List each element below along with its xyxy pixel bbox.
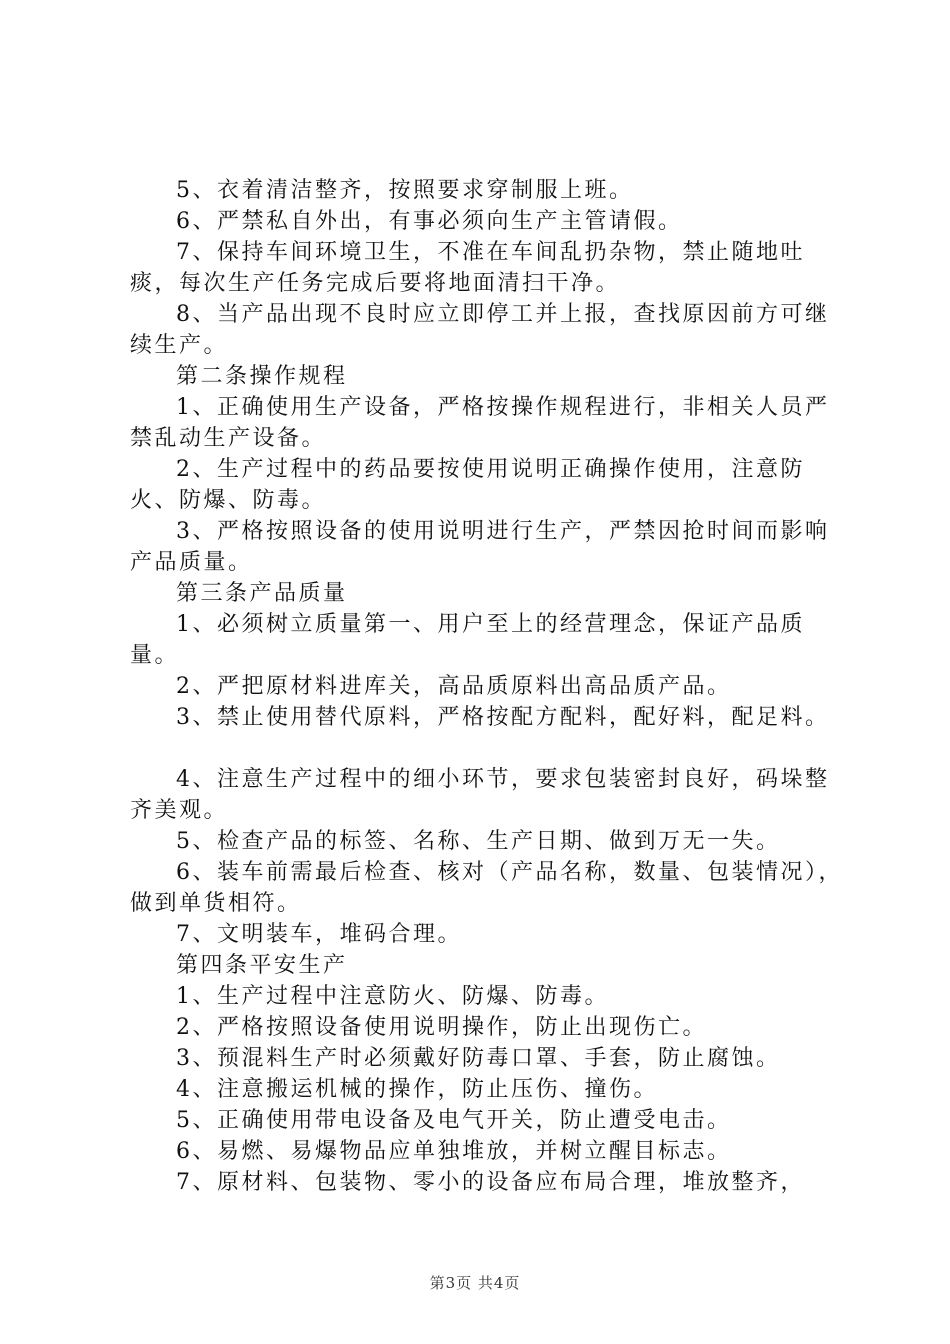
paragraph: 8、当产品出现不良时应立即停工并上报，查找原因前方可继续生产。 <box>130 302 830 358</box>
page-footer: 第3页 共4页 <box>429 1274 521 1292</box>
paragraph: 6、严禁私自外出，有事必须向生产主管请假。 <box>176 209 683 234</box>
paragraph: 2、生产过程中的药品要按使用说明正确操作使用，注意防火、防爆、防毒。 <box>130 457 805 513</box>
paragraph: 1、生产过程中注意防火、防爆、防毒。 <box>176 984 609 1009</box>
paragraph: 1、必须树立质量第一、用户至上的经营理念，保证产品质量。 <box>130 612 805 668</box>
paragraph: 7、保持车间环境卫生，不准在车间乱扔杂物，禁止随地吐痰，每次生产任务完成后要将地面清扫干净。 <box>130 240 805 296</box>
paragraph: 7、文明装车，堆码合理。 <box>176 922 462 947</box>
paragraph: 6、易燃、易爆物品应单独堆放，并树立醒目标志。 <box>176 1139 732 1164</box>
blank-line <box>130 733 850 764</box>
paragraph: 3、禁止使用替代原料，严格按配方配料，配好料，配足料。 <box>176 705 830 730</box>
paragraph: 2、严格按照设备使用说明操作，防止出现伤亡。 <box>176 1015 707 1040</box>
paragraph: 3、预混料生产时必须戴好防毒口罩、手套，防止腐蚀。 <box>176 1046 781 1071</box>
section-heading: 第三条产品质量 <box>176 581 348 606</box>
section-heading: 第二条操作规程 <box>176 364 348 389</box>
paragraph: 4、注意生产过程中的细小环节，要求包装密封良好，码垛整齐美观。 <box>130 767 830 823</box>
body-text <box>130 175 850 1198</box>
section-heading: 第四条平安生产 <box>176 953 348 978</box>
paragraph: 3、严格按照设备的使用说明进行生产，严禁因抢时间而影响产品质量。 <box>130 519 830 575</box>
paragraph: 4、注意搬运机械的操作，防止压伤、撞伤。 <box>176 1077 658 1102</box>
paragraph: 2、严把原材料进库关，高品质原料出高品质产品。 <box>176 674 732 699</box>
paragraph: 6、装车前需最后检查、核对（产品名称，数量、包装情况），做到单货相符。 <box>130 860 843 916</box>
paragraph: 7、原材料、包装物、零小的设备应布局合理，堆放整齐， <box>176 1170 805 1195</box>
paragraph: 5、检查产品的标签、名称、生产日期、做到万无一失。 <box>176 829 781 854</box>
paragraph: 1、正确使用生产设备，严格按操作规程进行，非相关人员严禁乱动生产设备。 <box>130 395 830 451</box>
paragraph: 5、正确使用带电设备及电气开关，防止遭受电击。 <box>176 1108 732 1133</box>
paragraph: 5、衣着清洁整齐，按照要求穿制服上班。 <box>176 178 634 203</box>
